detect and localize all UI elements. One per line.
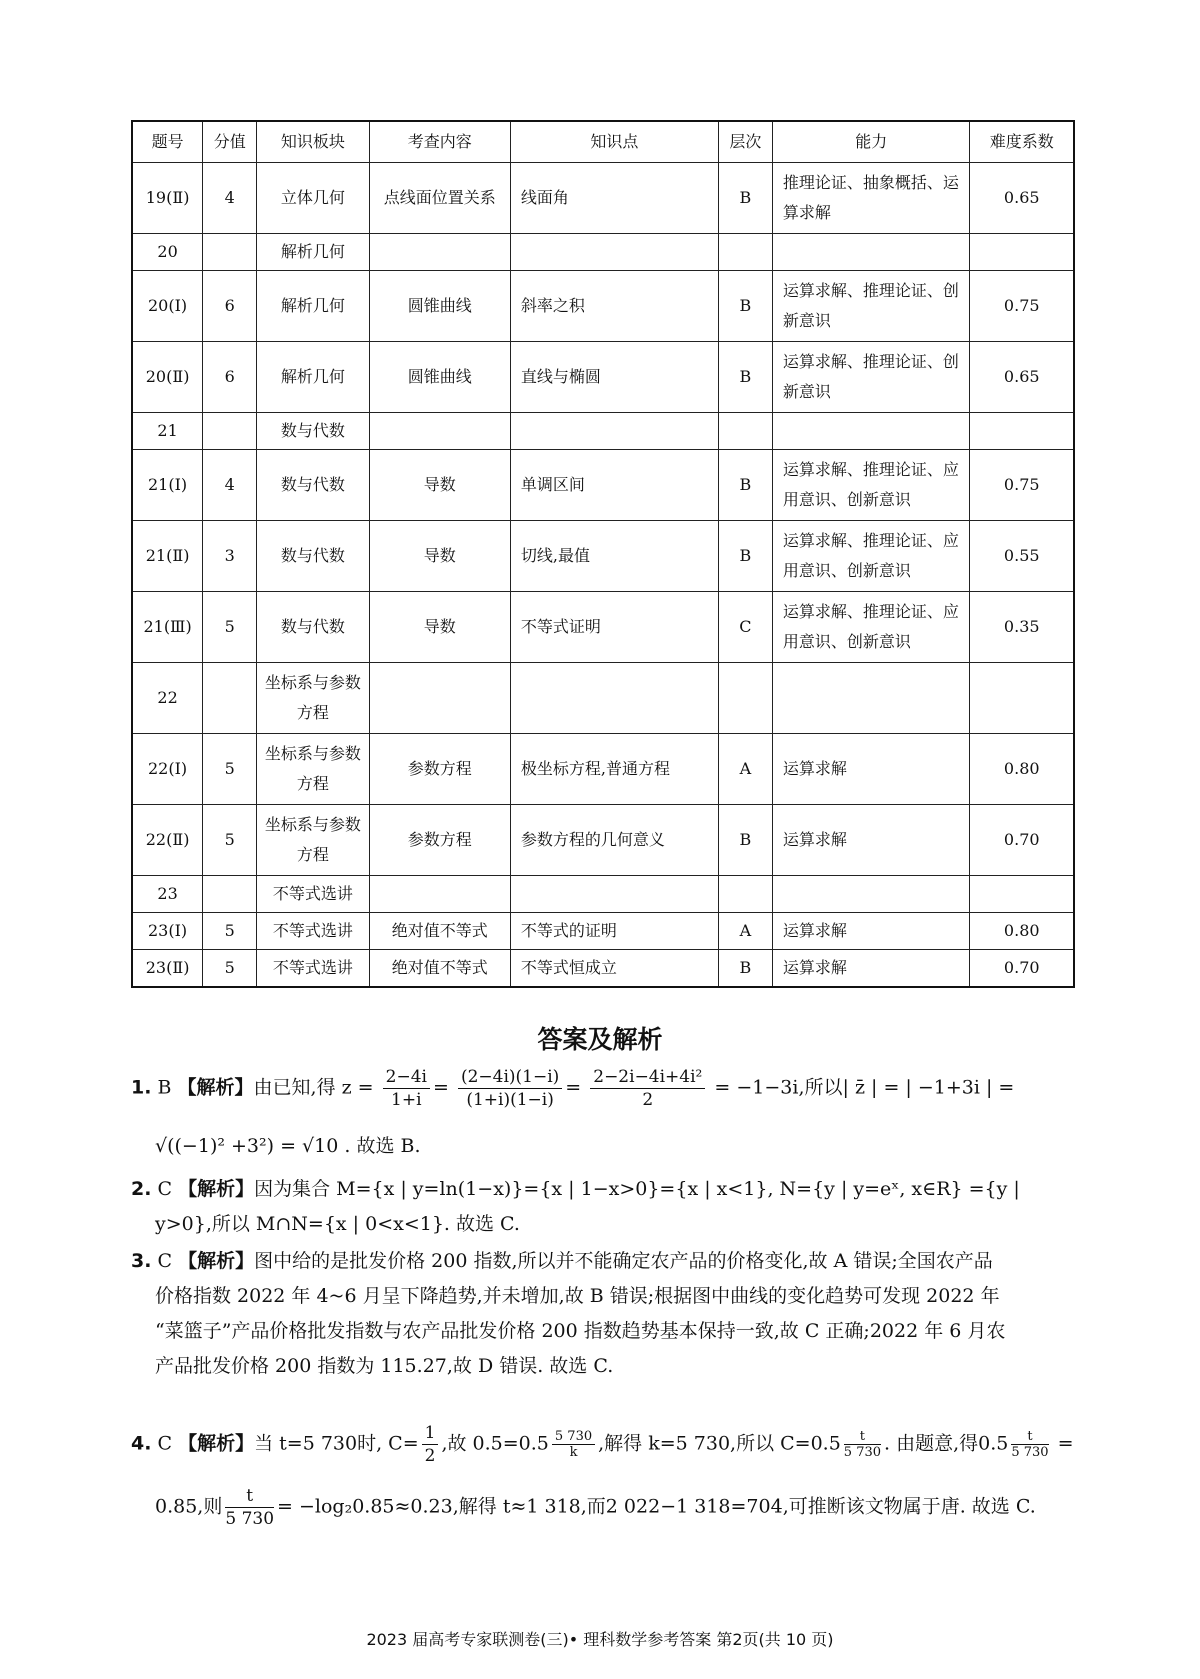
- table-cell: 0.80: [970, 913, 1074, 950]
- text: ,解得 k=5 730,所以 C=0.5: [598, 1432, 841, 1455]
- text: “菜篮子”产品价格批发指数与农产品批发价格 200 指数趋势基本保持一致,故 C 正确;2022 年 6 月农: [155, 1320, 1006, 1342]
- table-cell: 导数: [369, 450, 510, 521]
- answer-2: [131, 1172, 1075, 1242]
- table-row: [132, 413, 1074, 450]
- table-cell: 运算求解、推理论证、应用意识、创新意识: [772, 450, 970, 521]
- table-cell: 3: [203, 521, 257, 592]
- table-cell: 导数: [369, 592, 510, 663]
- table-cell: 解析几何: [257, 342, 369, 413]
- table-cell: 19(Ⅱ): [132, 163, 203, 234]
- answer-4-line-2: [131, 1485, 1075, 1530]
- table-cell: 不等式的证明: [510, 913, 718, 950]
- table-cell: [718, 663, 772, 734]
- table-cell: [718, 876, 772, 913]
- table-row: [132, 342, 1074, 413]
- table-cell: 不等式证明: [510, 592, 718, 663]
- numerator: (2−4i)(1−i): [458, 1066, 562, 1089]
- table-cell: B: [718, 450, 772, 521]
- table-cell: [203, 413, 257, 450]
- table-cell: 0.65: [970, 342, 1074, 413]
- answer-4: [131, 1422, 1075, 1530]
- fraction: [383, 1066, 430, 1111]
- table-cell: B: [718, 163, 772, 234]
- table-cell: B: [718, 342, 772, 413]
- table-cell: [772, 413, 970, 450]
- table-cell: 20(Ⅱ): [132, 342, 203, 413]
- table-cell: 绝对值不等式: [369, 913, 510, 950]
- header-cell: 知识板块: [257, 121, 369, 163]
- header-cell: 分值: [203, 121, 257, 163]
- table-cell: [203, 234, 257, 271]
- table-cell: 圆锥曲线: [369, 271, 510, 342]
- table-cell: 0.70: [970, 805, 1074, 876]
- text: 产品批发价格 200 指数为 115.27,故 D 错误. 故选 C.: [155, 1355, 614, 1377]
- answer-number: 3.: [131, 1250, 152, 1272]
- table-cell: 参数方程的几何意义: [510, 805, 718, 876]
- table-cell: 运算求解: [772, 950, 970, 988]
- table-cell: 22: [132, 663, 203, 734]
- table-cell: 23: [132, 876, 203, 913]
- numerator: 5 730: [552, 1429, 595, 1445]
- denominator: 2: [642, 1090, 654, 1110]
- table-cell: 绝对值不等式: [369, 950, 510, 988]
- table-cell: 0.55: [970, 521, 1074, 592]
- table-cell: C: [718, 592, 772, 663]
- denominator: 1+i: [391, 1090, 422, 1110]
- text: ,故 0.5=0.5: [441, 1432, 549, 1455]
- table-cell: 运算求解、推理论证、创新意识: [772, 271, 970, 342]
- table-cell: B: [718, 521, 772, 592]
- table-cell: [970, 663, 1074, 734]
- answer-choice: C: [157, 1178, 173, 1200]
- table-cell: 坐标系与参数方程: [257, 734, 369, 805]
- table-cell: 极坐标方程,普通方程: [510, 734, 718, 805]
- table-cell: 6: [203, 342, 257, 413]
- table-cell: 0.80: [970, 734, 1074, 805]
- table-cell: 运算求解、推理论证、应用意识、创新意识: [772, 521, 970, 592]
- header-cell: 考查内容: [369, 121, 510, 163]
- table-cell: [718, 413, 772, 450]
- table-cell: [510, 876, 718, 913]
- table-cell: [369, 876, 510, 913]
- table-cell: 解析几何: [257, 234, 369, 271]
- table-cell: 导数: [369, 521, 510, 592]
- table-cell: 23(Ⅱ): [132, 950, 203, 988]
- table-cell: 数与代数: [257, 413, 369, 450]
- table-cell: [970, 234, 1074, 271]
- answer-3: [131, 1244, 1075, 1384]
- table-cell: B: [718, 950, 772, 988]
- table-row: [132, 521, 1074, 592]
- table-cell: [369, 413, 510, 450]
- text: y>0},所以 M∩N={x | 0<x<1}. 故选 C.: [155, 1213, 520, 1235]
- table-cell: 5: [203, 805, 257, 876]
- table-body: [132, 163, 1074, 988]
- table-cell: 5: [203, 592, 257, 663]
- table-cell: 坐标系与参数方程: [257, 663, 369, 734]
- table-cell: 0.75: [970, 271, 1074, 342]
- fraction: [458, 1066, 562, 1111]
- table-row: [132, 271, 1074, 342]
- header-cell: 能力: [772, 121, 970, 163]
- table-cell: 推理论证、抽象概括、运算求解: [772, 163, 970, 234]
- table-cell: 5: [203, 950, 257, 988]
- exponent-fraction: [552, 1429, 595, 1460]
- text: =: [1057, 1432, 1074, 1455]
- analysis-tag: 【解析】: [178, 1432, 255, 1455]
- text: 图中给的是批发价格 200 指数,所以并不能确定农产品的价格变化,故 A 错误;全国农产品: [254, 1250, 993, 1272]
- table-cell: 不等式选讲: [257, 876, 369, 913]
- text: √((−1)² +3²) = √10 . 故选 B.: [155, 1135, 421, 1157]
- answer-choice: B: [157, 1076, 172, 1099]
- table-row: [132, 734, 1074, 805]
- table-cell: 参数方程: [369, 734, 510, 805]
- table-cell: 坐标系与参数方程: [257, 805, 369, 876]
- answer-choice: C: [157, 1250, 173, 1272]
- page-footer: 2023 届高考专家联测卷(三)• 理科数学参考答案 第2页(共 10 页): [366, 1630, 834, 1649]
- table-row: [132, 663, 1074, 734]
- answer-1: 1. B 【解析】由已知,得 z = $\frac{2-4i}{1+i}$ = $\frac{(2-4i)(1-i)}{(1+i)(1-i)}$ = $\frac{\text{2−2i−4i+4i²}}{2}$ = −1−3i,所以| z̄ | = | −1+3i | = √((−1)² +3²) = √10 . 故选 B.: [131, 1066, 1075, 1164]
- analysis-tag: 【解析】: [177, 1076, 254, 1099]
- table-row: [132, 805, 1074, 876]
- denominator: 2: [424, 1446, 436, 1466]
- numerator: 1: [422, 1422, 439, 1445]
- table-row: [132, 876, 1074, 913]
- table-cell: 运算求解、推理论证、应用意识、创新意识: [772, 592, 970, 663]
- table-cell: [369, 234, 510, 271]
- table-cell: 运算求解: [772, 913, 970, 950]
- table-cell: A: [718, 913, 772, 950]
- fraction: [590, 1066, 705, 1111]
- table-cell: B: [718, 805, 772, 876]
- table-cell: 线面角: [510, 163, 718, 234]
- table-cell: 切线,最值: [510, 521, 718, 592]
- text: 当 t=5 730时, C=: [254, 1432, 419, 1455]
- table-cell: 4: [203, 450, 257, 521]
- table-cell: 运算求解、推理论证、创新意识: [772, 342, 970, 413]
- fraction: [422, 1422, 439, 1467]
- table-cell: [772, 234, 970, 271]
- table-cell: 5: [203, 913, 257, 950]
- table-row: [132, 913, 1074, 950]
- exponent-fraction: [1011, 1429, 1048, 1460]
- answer-number: 2.: [131, 1178, 152, 1200]
- table-cell: 0.75: [970, 450, 1074, 521]
- table-row: [132, 950, 1074, 988]
- numerator: 2−4i: [383, 1066, 430, 1089]
- text: 价格指数 2022 年 4~6 月呈下降趋势,并未增加,故 B 错误;根据图中曲线的变化趋势可发现 2022 年: [155, 1285, 1000, 1307]
- denominator: 5 730: [1011, 1445, 1049, 1460]
- table-cell: 6: [203, 271, 257, 342]
- table-cell: B: [718, 271, 772, 342]
- analysis-tag: 【解析】: [178, 1178, 255, 1200]
- table-cell: 0.35: [970, 592, 1074, 663]
- table-row: [132, 234, 1074, 271]
- text: . 由题意,得0.5: [884, 1432, 1009, 1455]
- table-cell: 23(Ⅰ): [132, 913, 203, 950]
- exam-spec-table: [131, 120, 1075, 988]
- numerator: t: [1011, 1429, 1048, 1445]
- denominator: 5 730: [843, 1445, 882, 1460]
- answer-number: 4.: [131, 1432, 152, 1455]
- table-cell: [510, 413, 718, 450]
- table-cell: 运算求解: [772, 805, 970, 876]
- table-cell: 单调区间: [510, 450, 718, 521]
- denominator: k: [569, 1445, 578, 1460]
- text: 0.85,则: [155, 1495, 223, 1518]
- answer-number: 1.: [131, 1076, 152, 1099]
- table-cell: 斜率之积: [510, 271, 718, 342]
- section-title: 答案及解析: [537, 1025, 663, 1054]
- numerator: 2−2i−4i+4i²: [590, 1066, 705, 1089]
- table-cell: 点线面位置关系: [369, 163, 510, 234]
- table-cell: [369, 663, 510, 734]
- table-cell: 数与代数: [257, 521, 369, 592]
- table-cell: 4: [203, 163, 257, 234]
- header-cell: 知识点: [510, 121, 718, 163]
- table-cell: 0.70: [970, 950, 1074, 988]
- text: = −log₂0.85≈0.23,解得 t≈1 318,而2 022−1 318=704,可推断该文物属于唐. 故选 C.: [277, 1495, 1036, 1518]
- table-cell: [203, 663, 257, 734]
- text: = −1−3i,所以| z̄ | = | −1+3i | =: [714, 1076, 1015, 1099]
- table-cell: 运算求解: [772, 734, 970, 805]
- table-cell: [970, 413, 1074, 450]
- table-cell: [970, 876, 1074, 913]
- header-cell: 层次: [718, 121, 772, 163]
- answer-choice: C: [157, 1432, 173, 1455]
- exponent-fraction: [844, 1429, 881, 1460]
- table-header-row: [132, 121, 1074, 163]
- table-row: [132, 592, 1074, 663]
- numerator: t: [225, 1485, 274, 1508]
- table-cell: A: [718, 734, 772, 805]
- table-cell: 0.65: [970, 163, 1074, 234]
- table-cell: [203, 876, 257, 913]
- table-cell: 直线与椭圆: [510, 342, 718, 413]
- table-cell: 数与代数: [257, 450, 369, 521]
- table-cell: 5: [203, 734, 257, 805]
- table-cell: [772, 663, 970, 734]
- table-cell: 圆锥曲线: [369, 342, 510, 413]
- denominator: 5 730: [225, 1509, 275, 1529]
- analysis-tag: 【解析】: [178, 1250, 255, 1272]
- table-cell: 21(Ⅱ): [132, 521, 203, 592]
- table-row: [132, 450, 1074, 521]
- table-cell: [510, 663, 718, 734]
- header-cell: 题号: [132, 121, 203, 163]
- denominator: (1+i)(1−i): [466, 1090, 554, 1110]
- table-cell: 数与代数: [257, 592, 369, 663]
- table-cell: 21: [132, 413, 203, 450]
- table-cell: 21(Ⅲ): [132, 592, 203, 663]
- table-cell: [772, 876, 970, 913]
- table-cell: 不等式选讲: [257, 950, 369, 988]
- numerator: t: [844, 1429, 881, 1445]
- table-cell: 22(Ⅰ): [132, 734, 203, 805]
- header-cell: 难度系数: [970, 121, 1074, 163]
- table-cell: 22(Ⅱ): [132, 805, 203, 876]
- table-cell: 21(Ⅰ): [132, 450, 203, 521]
- text: 由已知,得 z =: [253, 1076, 374, 1099]
- table-cell: [510, 234, 718, 271]
- table-cell: 立体几何: [257, 163, 369, 234]
- table-row: [132, 163, 1074, 234]
- table-cell: 20: [132, 234, 203, 271]
- table-cell: 不等式恒成立: [510, 950, 718, 988]
- table-cell: 20(Ⅰ): [132, 271, 203, 342]
- table-cell: 不等式选讲: [257, 913, 369, 950]
- table-cell: 解析几何: [257, 271, 369, 342]
- text: 因为集合 M={x | y=ln(1−x)}={x | 1−x>0}={x | x<1}, N={y | y=eˣ, x∈R} ={y |: [254, 1178, 1020, 1200]
- table-cell: [718, 234, 772, 271]
- fraction: [225, 1485, 274, 1530]
- table-cell: 参数方程: [369, 805, 510, 876]
